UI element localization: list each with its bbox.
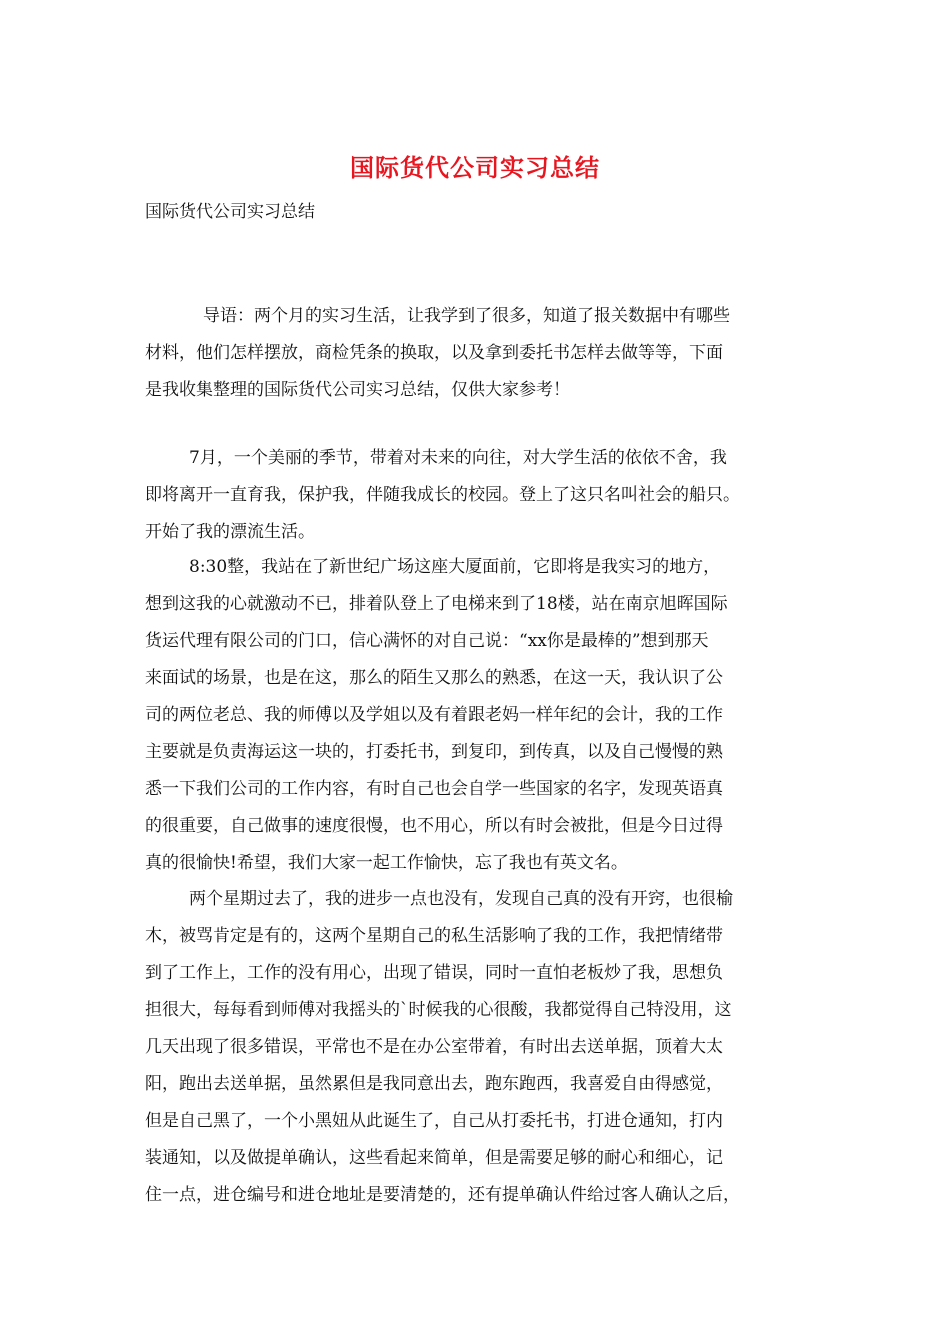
document-subtitle: 国际货代公司实习总结: [145, 202, 315, 222]
paragraph-line: 想到这我的心就激动不已，排着队登上了电梯来到了18楼，站在南京旭晖国际: [145, 594, 728, 614]
paragraph-line: 两个星期过去了，我的进步一点也没有，发现自己真的没有开窍，也很榆: [189, 889, 733, 909]
paragraph-line: 住一点，进仓编号和进仓地址是要清楚的，还有提单确认件给过客人确认之后，: [145, 1185, 740, 1205]
document-title: 国际货代公司实习总结: [350, 153, 600, 182]
paragraph-line: 悉一下我们公司的工作内容，有时自己也会自学一些国家的名字，发现英语真: [145, 779, 723, 799]
paragraph-line: 来面试的场景，也是在这，那么的陌生又那么的熟悉，在这一天，我认识了公: [145, 668, 723, 688]
paragraph-line: 8:30整，我站在了新世纪广场这座大厦面前，它即将是我实习的地方，: [189, 557, 721, 577]
paragraph-line: 阳，跑出去送单据，虽然累但是我同意出去，跑东跑西，我喜爱自由得感觉，: [145, 1074, 723, 1094]
body-paragraph-3: [145, 881, 815, 1214]
body-paragraph-2: [145, 549, 815, 882]
intro-paragraph: [145, 298, 815, 409]
intro-line: 导语：两个月的实习生活，让我学到了很多，知道了报关数据中有哪些: [203, 306, 730, 326]
paragraph-line: 但是自己黑了，一个小黑妞从此诞生了，自己从打委托书，打进仓通知，打内: [145, 1111, 723, 1131]
paragraph-line: 货运代理有限公司的门口，信心满怀的对自己说：“xx你是最棒的”想到那天: [145, 631, 709, 651]
paragraph-line: 几天出现了很多错误，平常也不是在办公室带着，有时出去送单据，顶着大太: [145, 1037, 723, 1057]
body-paragraph-1: [145, 440, 815, 551]
paragraph-line: 装通知，以及做提单确认，这些看起来简单，但是需要足够的耐心和细心，记: [145, 1148, 723, 1168]
paragraph-line: 7月，一个美丽的季节，带着对未来的向往，对大学生活的依依不舍，我: [189, 448, 727, 468]
intro-line: 材料，他们怎样摆放，商检凭条的换取，以及拿到委托书怎样去做等等，下面: [145, 343, 723, 363]
paragraph-line: 司的两位老总、我的师傅以及学姐以及有着跟老妈一样年纪的会计，我的工作: [145, 705, 723, 725]
paragraph-line: 到了工作上，工作的没有用心，出现了错误，同时一直怕老板炒了我，思想负: [145, 963, 723, 983]
paragraph-line: 真的很愉快!希望，我们大家一起工作愉快，忘了我也有英文名。: [145, 853, 628, 873]
paragraph-line: 主要就是负责海运这一块的，打委托书，到复印，到传真，以及自己慢慢的熟: [145, 742, 723, 762]
paragraph-line: 开始了我的漂流生活。: [145, 522, 315, 542]
paragraph-line: 的很重要，自己做事的速度很慢，也不用心，所以有时会被批，但是今日过得: [145, 816, 723, 836]
paragraph-line: 担很大，每每看到师傅对我摇头的`时候我的心很酸，我都觉得自己特没用，这: [145, 1000, 732, 1020]
paragraph-line: 木，被骂肯定是有的，这两个星期自己的私生活影响了我的工作，我把情绪带: [145, 926, 723, 946]
intro-line: 是我收集整理的国际货代公司实习总结，仅供大家参考！: [145, 380, 570, 400]
paragraph-line: 即将离开一直育我，保护我，伴随我成长的校园。登上了这只名叫社会的船只。: [145, 485, 740, 505]
